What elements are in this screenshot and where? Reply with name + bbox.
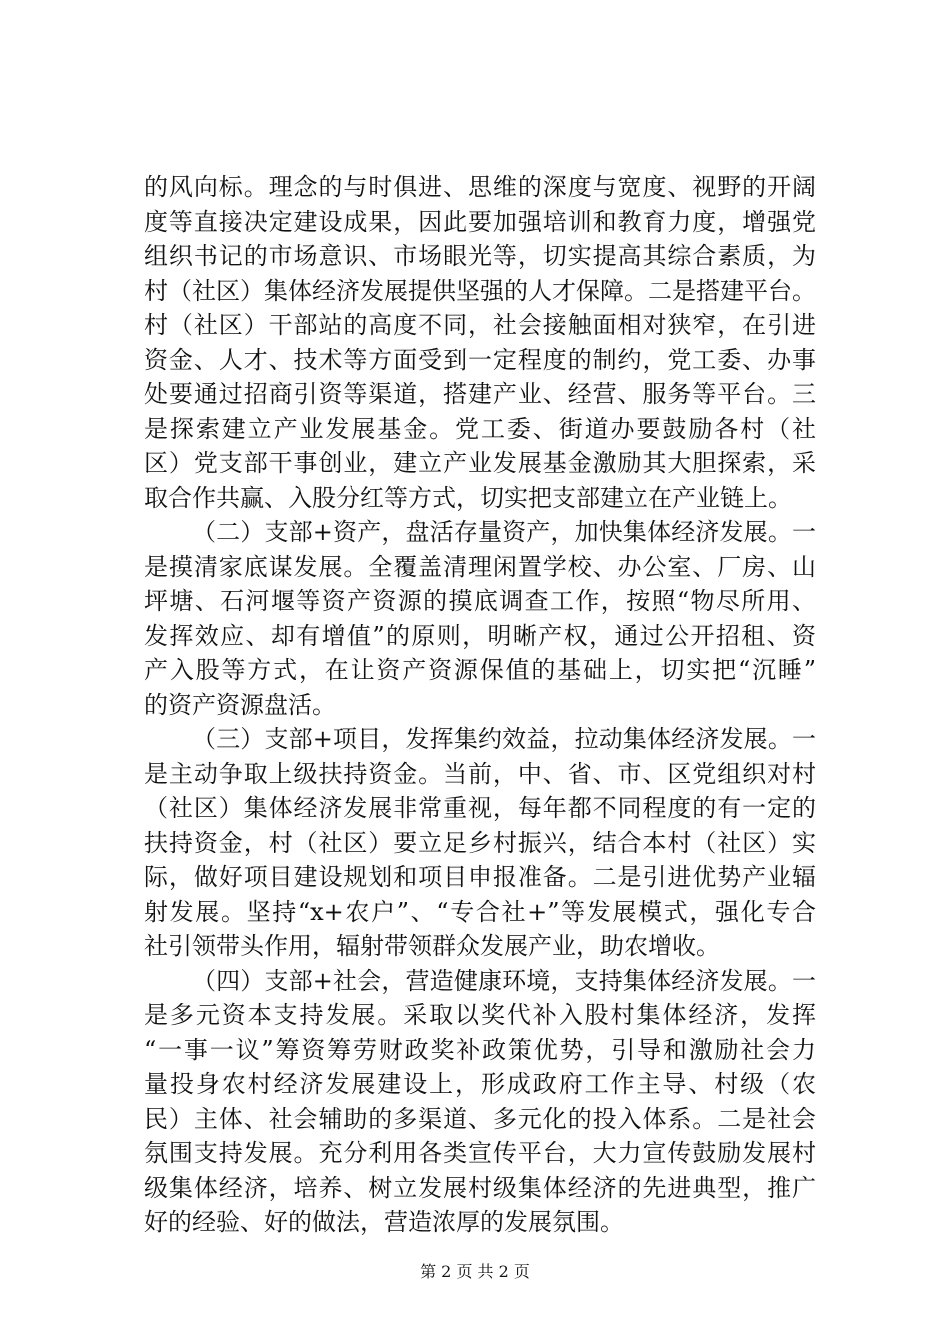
text-line: 区）党支部干事创业，建立产业发展基金激励其大胆探索，采: [144, 449, 816, 477]
text-line: 资金、人才、技术等方面受到一定程度的制约，党工委、办事: [144, 345, 816, 374]
text-line: 的资产资源盘活。: [144, 690, 336, 719]
text-line: 社引领带头作用，辐射带领群众发展产业，助农增收。: [144, 932, 720, 960]
body-text: [144, 170, 816, 1240]
section-heading-line: （三）支部+项目，发挥集约效益，拉动集体经济发展。一: [192, 725, 816, 753]
text-line: 发挥效应、却有增值”的原则，明晰产权，通过公开招租、资: [144, 621, 816, 650]
text-line: 取合作共赢、入股分红等方式，切实把支部建立在产业链上。: [144, 483, 792, 512]
text-line: 的风向标。理念的与时俱进、思维的深度与宽度、视野的开阔: [144, 173, 816, 201]
text-line: 度等直接决定建设成果，因此要加强培训和教育力度，增强党: [144, 207, 816, 236]
text-line: 产入股等方式，在让资产资源保值的基础上，切实把“沉睡”: [144, 656, 816, 684]
text-line: 是探索建立产业发展基金。党工委、街道办要鼓励各村（社: [144, 414, 816, 443]
text-line: 是多元资本支持发展。采取以奖代补入股村集体经济，发挥: [144, 1001, 816, 1029]
text-line: 扶持资金，村（社区）要立足乡村振兴，结合本村（社区）实: [144, 828, 816, 857]
text-line: 村（社区）集体经济发展提供坚强的人才保障。二是搭建平台。: [144, 276, 816, 305]
text-line: “一事一议”筹资筹劳财政奖补政策优势，引导和激励社会力: [144, 1035, 816, 1064]
text-line: 际，做好项目建设规划和项目申报准备。二是引进优势产业辐: [144, 863, 816, 891]
text-line: 组织书记的市场意识、市场眼光等，切实提高其综合素质，为: [144, 242, 816, 270]
text-line: 是摸清家底谋发展。全覆盖清理闲置学校、办公室、厂房、山: [144, 552, 816, 581]
text-line: 村（社区）干部站的高度不同，社会接触面相对狭窄，在引进: [144, 311, 816, 339]
text-line: （社区）集体经济发展非常重视，每年都不同程度的有一定的: [144, 794, 816, 822]
text-line: 级集体经济，培养、树立发展村级集体经济的先进典型，推广: [144, 1173, 816, 1202]
text-line: 坪塘、石河堰等资产资源的摸底调查工作，按照“物尽所用、: [144, 587, 816, 615]
text-line: 氛围支持发展。充分利用各类宣传平台，大力宣传鼓励发展村: [144, 1139, 816, 1167]
section-heading-line: （四）支部+社会，营造健康环境，支持集体经济发展。一: [192, 966, 816, 995]
text-line: 民）主体、社会辅助的多渠道、多元化的投入体系。二是社会: [144, 1104, 816, 1133]
text-line: 处要通过招商引资等渠道，搭建产业、经营、服务等平台。三: [144, 380, 816, 408]
page-number-footer: 第 2 页 共 2 页: [420, 1262, 530, 1281]
text-line: 好的经验、好的做法，营造浓厚的发展氛围。: [144, 1208, 624, 1236]
section-heading-line: （二）支部+资产，盘活存量资产，加快集体经济发展。一: [192, 518, 816, 546]
text-line: 是主动争取上级扶持资金。当前，中、省、市、区党组织对村: [144, 759, 816, 788]
text-line: 量投身农村经济发展建设上，形成政府工作主导、村级（农: [144, 1070, 816, 1098]
text-line: 射发展。坚持“x+农户”、“专合社+”等发展模式，强化专合: [144, 897, 816, 926]
